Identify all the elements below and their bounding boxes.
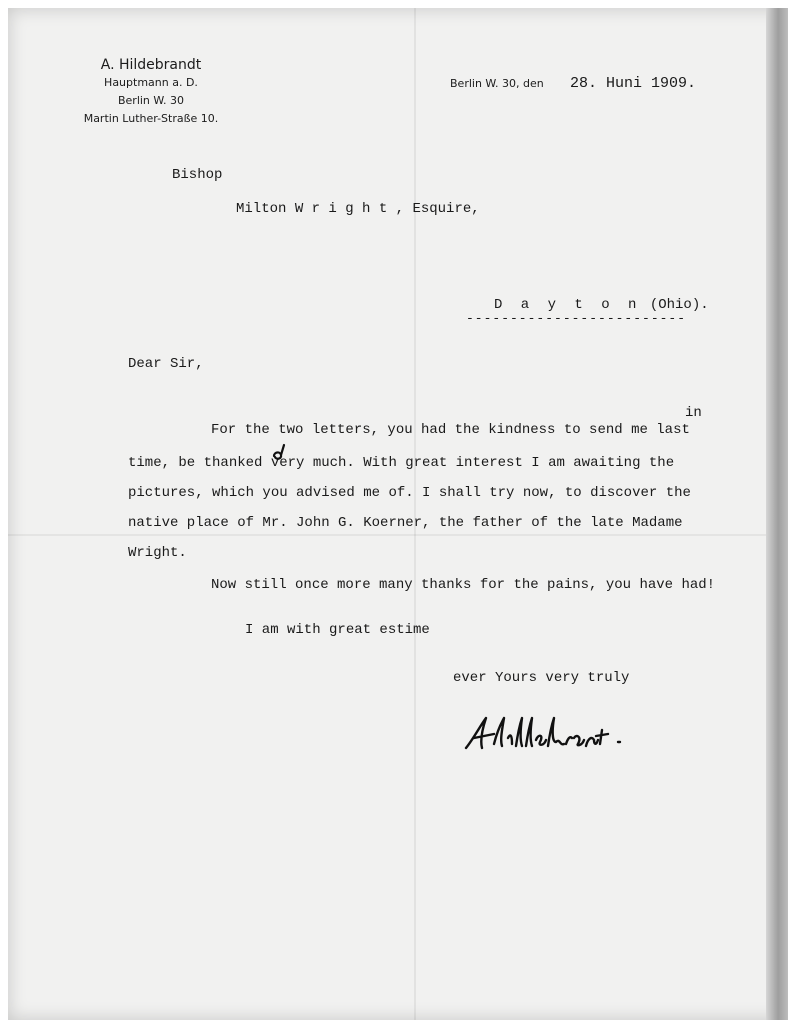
- letterhead-rank: Hauptmann a. D.: [104, 76, 198, 89]
- closing-line-2: ever Yours very truly: [453, 670, 630, 686]
- addressee-city: D a y t o n: [494, 297, 642, 313]
- body-line-2: time, be thanked very much. With great interest I am awaiting the: [128, 455, 675, 471]
- letterhead-street: Martin Luther-Straße 10.: [83, 112, 219, 125]
- addressee-suffix: Esquire,: [412, 201, 480, 217]
- addressee-surname: W r i g h t ,: [294, 201, 405, 217]
- fold-crease-vertical: [414, 8, 416, 1020]
- body-line-4: native place of Mr. John G. Koerner, the father of the late Madame: [128, 515, 683, 531]
- dateline-date: 28. Huni 1909.: [570, 75, 697, 92]
- closing-line-1: I am with great estime: [245, 622, 430, 638]
- body-line-5: Wright.: [128, 545, 187, 561]
- body-line-1: For the two letters, you had the kindness to send me last: [211, 422, 690, 438]
- addressee-title: Bishop: [172, 167, 223, 183]
- addressee-first-name: Milton: [236, 201, 287, 217]
- fold-crease-horizontal: [8, 534, 788, 536]
- dateline-place: Berlin W. 30, den: [450, 77, 544, 90]
- handwritten-correction-mark: [270, 442, 292, 464]
- body-insertion: in: [685, 405, 702, 421]
- letterhead-name: A. Hildebrandt: [100, 57, 202, 73]
- salutation: Dear Sir,: [128, 356, 204, 372]
- addressee-state: (Ohio).: [649, 297, 709, 313]
- letter-sheet: [8, 8, 788, 1020]
- page-edge-shadow: [766, 8, 788, 1020]
- addressee-name: [236, 201, 480, 217]
- body-line-6: Now still once more many thanks for the pains, you have had!: [211, 577, 716, 593]
- handwritten-signature: [460, 708, 640, 758]
- address-underline: -------------------------: [466, 311, 687, 326]
- letterhead: [66, 56, 236, 128]
- letterhead-city: Berlin W. 30: [117, 94, 185, 107]
- body-line-3: pictures, which you advised me of. I shall try now, to discover the: [128, 485, 691, 501]
